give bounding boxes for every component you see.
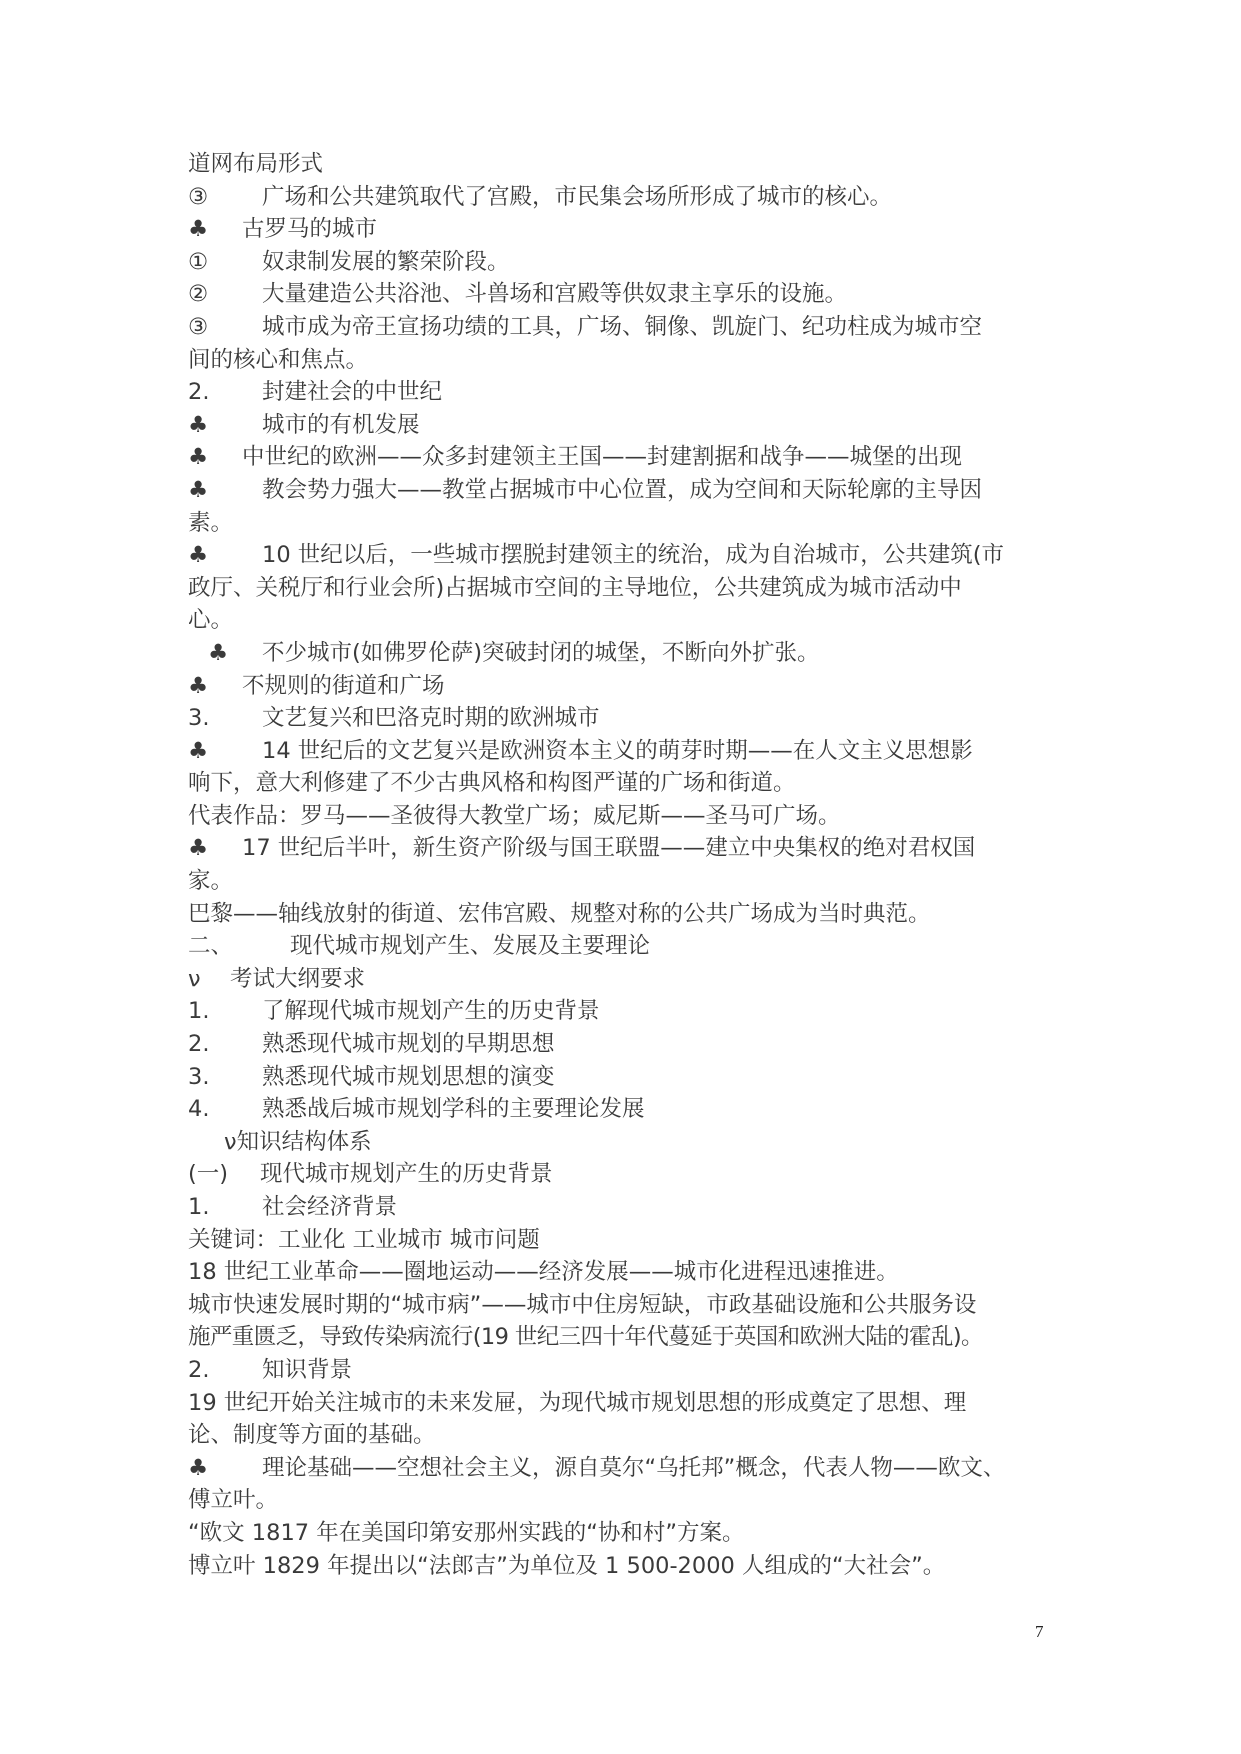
text-line <box>188 148 1068 181</box>
line-text: 响下，意大利修建了不少古典风格和构图严谨的广场和街道。 <box>188 770 796 797</box>
list-item <box>188 441 1068 474</box>
line-text: 代表作品：罗马——圣彼得大教堂广场；威尼斯——圣马可广场。 <box>188 802 841 829</box>
list-item <box>188 181 1068 214</box>
line-text: 教会势力强大——教堂占据城市中心位置，成为空间和天际轮廓的主导因 <box>262 476 983 503</box>
text-line <box>188 1224 1068 1257</box>
circled-number: ① <box>188 248 209 275</box>
line-text: 封建社会的中世纪 <box>262 379 443 406</box>
circled-number: ② <box>188 281 209 308</box>
line-text: 现代城市规划产生、发展及主要理论 <box>290 933 651 960</box>
club-bullet-icon: ♣ <box>188 411 209 438</box>
line-text: 城市的有机发展 <box>262 411 420 438</box>
text-line <box>188 1517 1068 1550</box>
list-item <box>188 376 1068 409</box>
line-text: 熟悉现代城市规划思想的演变 <box>262 1063 555 1090</box>
text-line <box>188 865 1068 898</box>
text-line <box>188 1550 1068 1583</box>
line-text: 中世纪的欧洲——众多封建领主王国——封建割据和战争——城堡的出现 <box>242 444 963 471</box>
line-text: “欧文 1817 年在美国印第安那州实践的“协和村”方案。 <box>188 1519 745 1546</box>
line-text: ν知识结构体系 <box>224 1128 372 1155</box>
list-item <box>188 1354 1068 1387</box>
text-line <box>188 1256 1068 1289</box>
line-text: 社会经济背景 <box>262 1194 398 1220</box>
line-text: 傅立叶。 <box>188 1487 279 1514</box>
text-line <box>188 767 1068 800</box>
list-item <box>188 1028 1068 1061</box>
item-number: 1. <box>188 1194 210 1220</box>
item-number: 4. <box>188 1096 210 1123</box>
club-bullet-icon: ♣ <box>188 737 209 764</box>
line-text: 关键词：工业化 工业城市 城市问题 <box>188 1226 540 1253</box>
section-number: 3. <box>188 705 210 732</box>
club-bullet-icon: ♣ <box>188 476 209 503</box>
line-text: 不少城市(如佛罗伦萨)突破封闭的城堡，不断向外扩张。 <box>262 639 820 666</box>
line-text: 博立叶 1829 年提出以“法郎吉”为单位及 1 500-2000 人组成的“大社会”。 <box>188 1552 946 1579</box>
line-text: 理论基础——空想社会主义，源自莫尔“乌托邦”概念，代表人物——欧文、 <box>262 1454 1006 1481</box>
nu-bullet-icon: ν <box>188 965 201 992</box>
list-item <box>188 1452 1068 1485</box>
section-number: 2. <box>188 379 210 406</box>
list-item <box>188 539 1068 572</box>
club-bullet-icon: ♣ <box>208 639 229 666</box>
line-text: 大量建造公共浴池、斗兽场和宫殿等供奴隶主享乐的设施。 <box>262 281 848 308</box>
line-text: 政厅、关税厅和行业会所)占据城市空间的主导地位，公共建筑成为城市活动中 <box>188 574 962 601</box>
line-text: 文艺复兴和巴洛克时期的欧洲城市 <box>262 705 600 732</box>
line-text: 城市成为帝王宣扬功绩的工具，广场、铜像、凯旋门、纪功柱成为城市空 <box>262 313 983 340</box>
text-line <box>188 1289 1068 1322</box>
line-text: 奴隶制发展的繁荣阶段。 <box>262 248 510 275</box>
club-bullet-icon: ♣ <box>188 835 209 862</box>
text-line <box>188 1419 1068 1452</box>
list-item <box>188 735 1068 768</box>
line-text: 19 世纪开始关注城市的未来发屉，为现代城市规划思想的形成奠定了思想、理 <box>188 1389 967 1416</box>
line-text: 知识背景 <box>262 1356 353 1383</box>
list-item <box>188 963 1068 996</box>
line-text: 施严重匮乏，导致传染病流行(19 世纪三四十年代蔓延于英国和欧洲大陆的霍乱)。 <box>188 1324 983 1351</box>
club-bullet-icon: ♣ <box>188 216 209 243</box>
circled-number: ③ <box>188 313 209 340</box>
item-number: 3. <box>188 1063 210 1090</box>
line-text: 广场和公共建筑取代了宫殿，市民集会场所形成了城市的核心。 <box>262 183 893 210</box>
section-number: (一) <box>188 1161 229 1188</box>
list-item <box>188 832 1068 865</box>
line-text: 了解现代城市规划产生的历史背景 <box>262 998 600 1025</box>
circled-number: ③ <box>188 183 209 210</box>
line-text: 现代城市规划产生的历史背景 <box>260 1161 553 1188</box>
line-text: 家。 <box>188 868 234 895</box>
list-item <box>188 1093 1068 1126</box>
list-item <box>188 409 1068 442</box>
list-item <box>188 474 1068 507</box>
list-item <box>188 278 1068 311</box>
line-text: 17 世纪后半叶，新生资产阶级与国王联盟——建立中央集权的绝对君权国 <box>242 835 976 862</box>
text-line <box>188 572 1068 605</box>
text-line <box>188 898 1068 931</box>
list-item <box>188 1061 1068 1094</box>
list-item <box>188 670 1068 703</box>
club-bullet-icon: ♣ <box>188 672 209 699</box>
subsection-heading <box>188 1126 1068 1159</box>
item-number: 2. <box>188 1356 210 1383</box>
line-text: 巴黎——轴线放射的街道、宏伟宫殿、规整对称的公共广场成为当时典范。 <box>188 900 931 927</box>
line-text: 道网布局形式 <box>188 151 324 177</box>
page-number: 7 <box>1035 1622 1044 1641</box>
section-heading <box>188 930 1068 963</box>
club-bullet-icon: ♣ <box>188 542 209 569</box>
club-bullet-icon: ♣ <box>188 444 209 471</box>
item-number: 2. <box>188 1031 210 1058</box>
text-line <box>188 1321 1068 1354</box>
line-text: 心。 <box>188 607 234 634</box>
item-number: 1. <box>188 998 210 1025</box>
line-text: 考试大纲要求 <box>230 965 366 992</box>
list-item <box>188 311 1068 344</box>
line-text: 间的核心和焦点。 <box>188 346 369 373</box>
line-text: 18 世纪工业革命——圈地运动——经济发展——城市化进程迅速推进。 <box>188 1259 899 1286</box>
list-item <box>188 213 1068 246</box>
section-number: 二、 <box>188 933 234 960</box>
text-line <box>188 800 1068 833</box>
document-body <box>188 148 1068 1582</box>
line-text: 熟悉战后城市规划学科的主要理论发展 <box>262 1096 645 1123</box>
line-text: 不规则的街道和广场 <box>242 672 445 699</box>
text-line <box>188 344 1068 377</box>
text-line <box>188 1484 1068 1517</box>
section-heading <box>188 1158 1068 1191</box>
list-item <box>188 702 1068 735</box>
club-bullet-icon: ♣ <box>188 1454 209 1481</box>
line-text: 古罗马的城市 <box>242 216 378 243</box>
line-text: 素。 <box>188 509 234 536</box>
list-item <box>188 1191 1068 1224</box>
line-text: 城市快速发展时期的“城市病”——城市中住房短缺，市政基础设施和公共服务设 <box>188 1291 977 1318</box>
text-line <box>188 507 1068 540</box>
line-text: 熟悉现代城市规划的早期思想 <box>262 1031 555 1058</box>
list-item <box>188 246 1068 279</box>
text-line <box>188 604 1068 637</box>
text-line <box>188 1387 1068 1420</box>
line-text: 论、制度等方面的基础。 <box>188 1422 436 1449</box>
line-text: 10 世纪以后，一些城市摆脱封建领主的统治，成为自治城市，公共建筑(市 <box>262 542 1005 569</box>
list-item <box>188 637 1068 670</box>
line-text: 14 世纪后的文艺复兴是欧洲资本主义的萌芽时期——在人文主义思想影 <box>262 737 973 764</box>
list-item <box>188 995 1068 1028</box>
